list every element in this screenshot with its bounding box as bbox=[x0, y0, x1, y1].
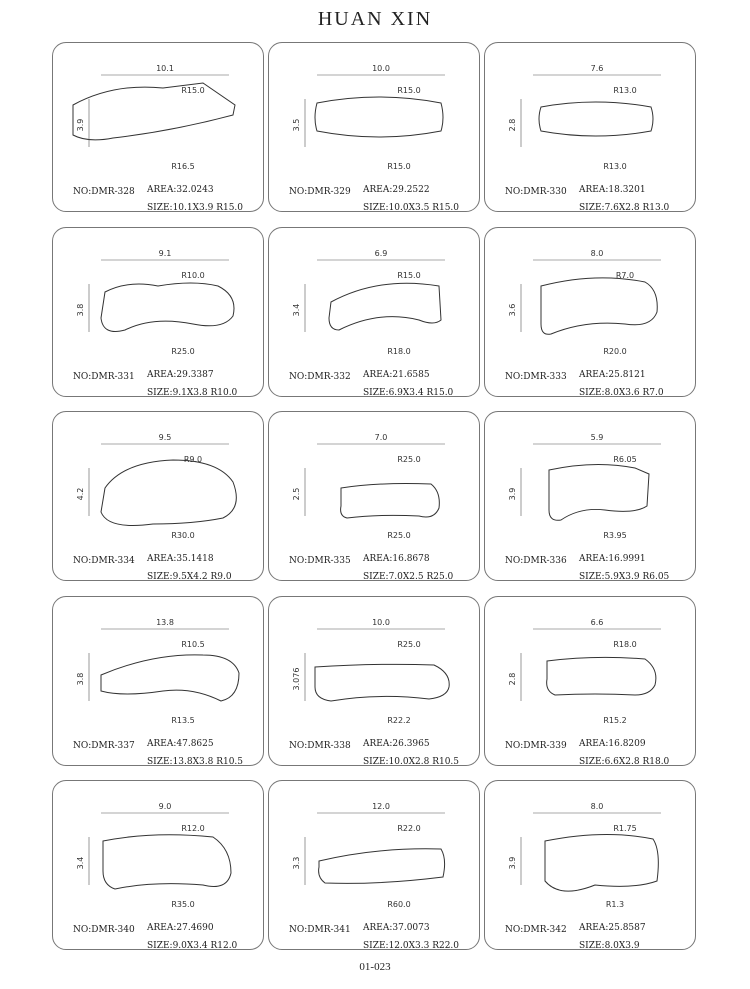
shape-outline bbox=[329, 283, 441, 330]
part-area: AREA:26.3965 bbox=[363, 739, 430, 749]
bottom-radius-label: R15.2 bbox=[603, 716, 627, 725]
part-size: SIZE:9.0X3.4 R12.0 bbox=[147, 941, 238, 951]
shape-drawing bbox=[485, 228, 697, 368]
top-radius-label: R12.0 bbox=[181, 824, 205, 833]
bottom-radius-label: R25.0 bbox=[171, 347, 195, 356]
part-number: NO:DMR-329 bbox=[289, 187, 351, 197]
width-dimension-label: 9.0 bbox=[158, 802, 172, 811]
shape-outline bbox=[315, 664, 449, 701]
shape-outline bbox=[101, 283, 234, 332]
bottom-radius-label: R60.0 bbox=[387, 900, 411, 909]
width-dimension-label: 10.0 bbox=[372, 64, 390, 73]
shape-drawing bbox=[485, 43, 697, 183]
part-size: SIZE:12.0X3.3 R22.0 bbox=[363, 941, 460, 951]
part-number: NO:DMR-331 bbox=[73, 372, 135, 382]
top-radius-label: R13.0 bbox=[613, 86, 637, 95]
part-area: AREA:29.2522 bbox=[363, 185, 430, 195]
catalog-card bbox=[52, 227, 264, 397]
height-dimension-label: 3.076 bbox=[292, 667, 301, 691]
part-number: NO:DMR-332 bbox=[289, 372, 351, 382]
part-size: SIZE:9.1X3.8 R10.0 bbox=[147, 388, 238, 398]
top-radius-label: R15.0 bbox=[397, 86, 421, 95]
width-dimension-label: 10.0 bbox=[372, 618, 390, 627]
height-dimension-label: 3.4 bbox=[292, 303, 301, 317]
part-area: AREA:29.3387 bbox=[147, 370, 214, 380]
bottom-radius-label: R3.95 bbox=[603, 531, 627, 540]
top-radius-label: R1.75 bbox=[613, 824, 637, 833]
part-area: AREA:16.8209 bbox=[579, 739, 646, 749]
height-dimension-label: 3.8 bbox=[76, 303, 85, 317]
part-area: AREA:37.0073 bbox=[363, 923, 430, 933]
catalog-card bbox=[52, 411, 264, 581]
shape-drawing bbox=[53, 597, 265, 737]
width-dimension-label: 9.5 bbox=[158, 433, 172, 442]
shape-drawing bbox=[53, 781, 265, 921]
height-dimension-label: 2.8 bbox=[508, 118, 517, 132]
catalog-card bbox=[484, 42, 696, 212]
shape-outline bbox=[547, 657, 656, 695]
bottom-radius-label: R20.0 bbox=[603, 347, 627, 356]
top-radius-label: R25.0 bbox=[397, 640, 421, 649]
height-dimension-label: 3.3 bbox=[292, 856, 301, 870]
height-dimension-label: 2.5 bbox=[292, 487, 301, 501]
part-area: AREA:18.3201 bbox=[579, 185, 646, 195]
width-dimension-label: 12.0 bbox=[372, 802, 390, 811]
part-number: NO:DMR-337 bbox=[73, 741, 135, 751]
top-radius-label: R6.05 bbox=[613, 455, 637, 464]
height-dimension-label: 3.5 bbox=[292, 118, 301, 132]
width-dimension-label: 8.0 bbox=[590, 249, 604, 258]
part-area: AREA:32.0243 bbox=[147, 185, 214, 195]
width-dimension-label: 13.8 bbox=[156, 618, 174, 627]
part-area: AREA:25.8587 bbox=[579, 923, 646, 933]
part-number: NO:DMR-342 bbox=[505, 925, 567, 935]
shape-outline bbox=[315, 97, 443, 137]
part-size: SIZE:7.6X2.8 R13.0 bbox=[579, 203, 670, 213]
part-area: AREA:25.8121 bbox=[579, 370, 646, 380]
catalog-card bbox=[484, 227, 696, 397]
width-dimension-label: 7.6 bbox=[590, 64, 604, 73]
width-dimension-label: 6.6 bbox=[590, 618, 604, 627]
top-radius-label: R15.0 bbox=[181, 86, 205, 95]
part-number: NO:DMR-339 bbox=[505, 741, 567, 751]
bottom-radius-label: R16.5 bbox=[171, 162, 195, 171]
part-number: NO:DMR-328 bbox=[73, 187, 135, 197]
shape-outline bbox=[541, 278, 657, 334]
shape-drawing bbox=[485, 781, 697, 921]
part-size: SIZE:8.0X3.6 R7.0 bbox=[579, 388, 664, 398]
width-dimension-label: 7.0 bbox=[374, 433, 388, 442]
catalog-card bbox=[52, 780, 264, 950]
bottom-radius-label: R35.0 bbox=[171, 900, 195, 909]
shape-outline bbox=[545, 834, 658, 891]
width-dimension-label: 8.0 bbox=[590, 802, 604, 811]
catalog-card bbox=[268, 411, 480, 581]
width-dimension-label: 9.1 bbox=[158, 249, 172, 258]
part-size: SIZE:10.0X3.5 R15.0 bbox=[363, 203, 460, 213]
catalog-card bbox=[268, 227, 480, 397]
catalog-card bbox=[484, 780, 696, 950]
shape-drawing bbox=[53, 43, 265, 183]
top-radius-label: R10.5 bbox=[181, 640, 205, 649]
bottom-radius-label: R22.2 bbox=[387, 716, 411, 725]
part-number: NO:DMR-338 bbox=[289, 741, 351, 751]
shape-drawing bbox=[53, 412, 265, 552]
bottom-radius-label: R13.5 bbox=[171, 716, 195, 725]
catalog-card bbox=[52, 42, 264, 212]
height-dimension-label: 3.9 bbox=[508, 487, 517, 501]
shape-drawing bbox=[269, 228, 481, 368]
shape-drawing bbox=[269, 412, 481, 552]
catalog-card bbox=[484, 411, 696, 581]
part-area: AREA:16.8678 bbox=[363, 554, 430, 564]
shape-drawing bbox=[269, 597, 481, 737]
part-size: SIZE:7.0X2.5 R25.0 bbox=[363, 572, 454, 582]
height-dimension-label: 2.8 bbox=[508, 672, 517, 686]
part-area: AREA:27.4690 bbox=[147, 923, 214, 933]
height-dimension-label: 3.4 bbox=[76, 856, 85, 870]
top-radius-label: R7.0 bbox=[615, 271, 635, 280]
top-radius-label: R15.0 bbox=[397, 271, 421, 280]
catalog-card bbox=[484, 596, 696, 766]
top-radius-label: R22.0 bbox=[397, 824, 421, 833]
width-dimension-label: 5.9 bbox=[590, 433, 604, 442]
part-size: SIZE:6.9X3.4 R15.0 bbox=[363, 388, 454, 398]
shape-outline bbox=[549, 464, 649, 520]
shape-outline bbox=[101, 655, 239, 701]
bottom-radius-label: R30.0 bbox=[171, 531, 195, 540]
bottom-radius-label: R18.0 bbox=[387, 347, 411, 356]
shape-drawing bbox=[485, 412, 697, 552]
height-dimension-label: 4.2 bbox=[76, 487, 85, 501]
shape-outline bbox=[341, 484, 440, 519]
part-number: NO:DMR-340 bbox=[73, 925, 135, 935]
part-number: NO:DMR-334 bbox=[73, 556, 135, 566]
part-area: AREA:16.9991 bbox=[579, 554, 646, 564]
shape-drawing bbox=[269, 43, 481, 183]
part-size: SIZE:9.5X4.2 R9.0 bbox=[147, 572, 232, 582]
height-dimension-label: 3.9 bbox=[76, 118, 85, 132]
top-radius-label: R25.0 bbox=[397, 455, 421, 464]
part-area: AREA:47.8625 bbox=[147, 739, 214, 749]
page-title: HUAN XIN bbox=[317, 8, 433, 30]
catalog-card bbox=[52, 596, 264, 766]
width-dimension-label: 6.9 bbox=[374, 249, 388, 258]
part-size: SIZE:8.0X3.9 bbox=[579, 941, 640, 951]
part-number: NO:DMR-341 bbox=[289, 925, 351, 935]
bottom-radius-label: R15.0 bbox=[387, 162, 411, 171]
height-dimension-label: 3.6 bbox=[508, 303, 517, 317]
catalog-card bbox=[268, 596, 480, 766]
part-area: AREA:35.1418 bbox=[147, 554, 214, 564]
shape-outline bbox=[539, 102, 653, 136]
bottom-radius-label: R25.0 bbox=[387, 531, 411, 540]
part-number: NO:DMR-336 bbox=[505, 556, 567, 566]
shape-outline bbox=[73, 83, 235, 140]
part-number: NO:DMR-335 bbox=[289, 556, 351, 566]
page-number: 01-023 bbox=[359, 961, 391, 973]
shape-drawing bbox=[269, 781, 481, 921]
top-radius-label: R10.0 bbox=[181, 271, 205, 280]
shape-outline bbox=[103, 835, 231, 889]
shape-drawing bbox=[53, 228, 265, 368]
bottom-radius-label: R1.3 bbox=[605, 900, 625, 909]
width-dimension-label: 10.1 bbox=[156, 64, 174, 73]
shape-outline bbox=[101, 460, 236, 526]
bottom-radius-label: R13.0 bbox=[603, 162, 627, 171]
part-size: SIZE:10.0X2.8 R10.5 bbox=[363, 757, 460, 767]
catalog-card bbox=[268, 780, 480, 950]
part-size: SIZE:10.1X3.9 R15.0 bbox=[147, 203, 244, 213]
shape-outline bbox=[319, 849, 445, 884]
catalog-card bbox=[268, 42, 480, 212]
part-size: SIZE:6.6X2.8 R18.0 bbox=[579, 757, 670, 767]
top-radius-label: R18.0 bbox=[613, 640, 637, 649]
part-number: NO:DMR-330 bbox=[505, 187, 567, 197]
top-radius-label: R9.0 bbox=[183, 455, 203, 464]
part-number: NO:DMR-333 bbox=[505, 372, 567, 382]
shape-drawing bbox=[485, 597, 697, 737]
part-size: SIZE:5.9X3.9 R6.05 bbox=[579, 572, 670, 582]
part-size: SIZE:13.8X3.8 R10.5 bbox=[147, 757, 244, 767]
part-area: AREA:21.6585 bbox=[363, 370, 430, 380]
height-dimension-label: 3.9 bbox=[508, 856, 517, 870]
height-dimension-label: 3.8 bbox=[76, 672, 85, 686]
